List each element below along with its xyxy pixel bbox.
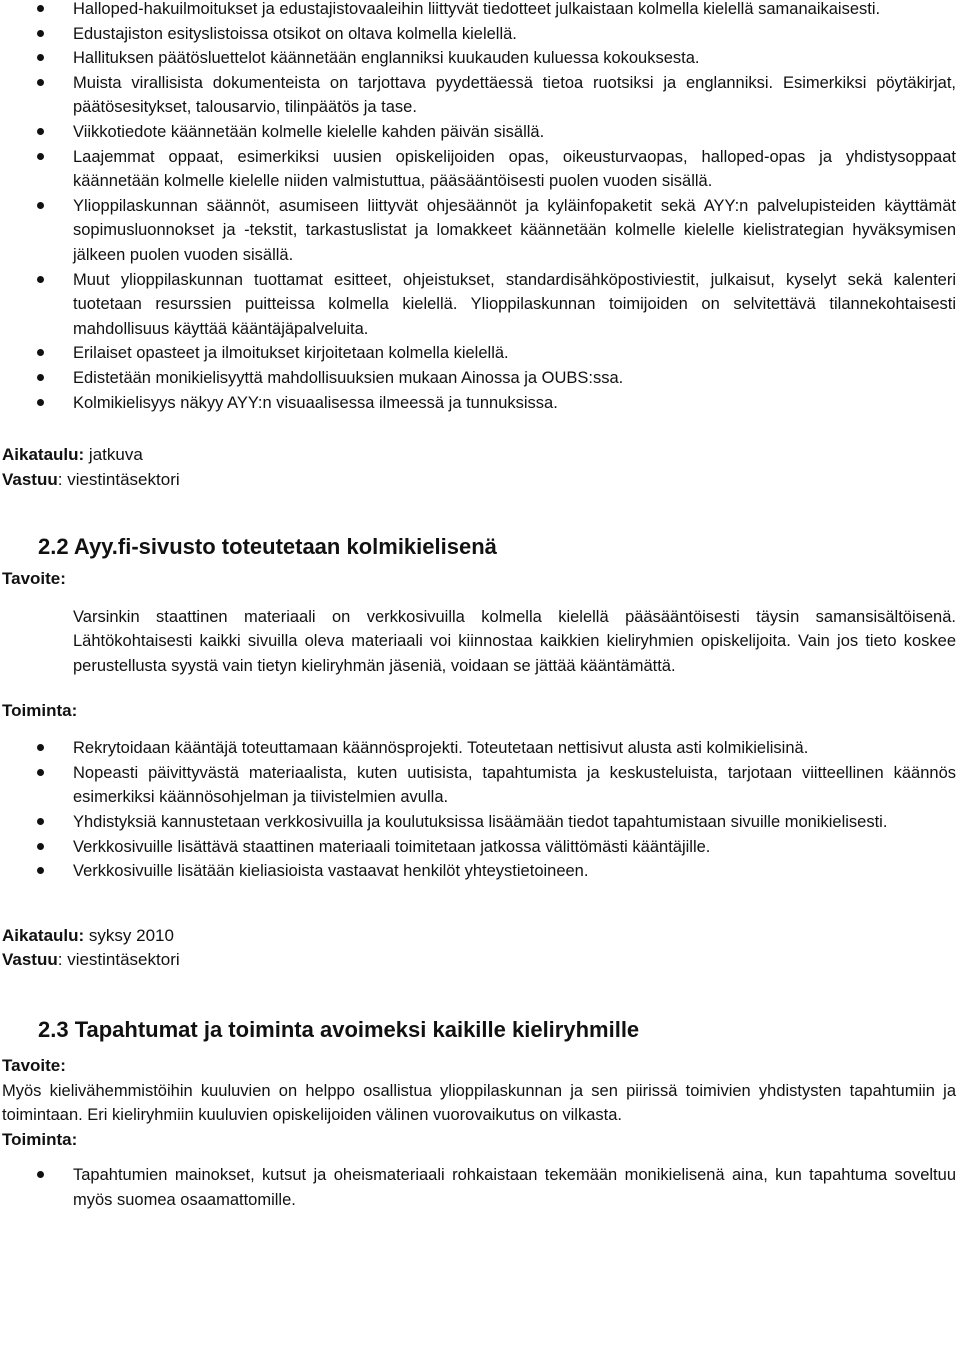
list-item: Edistetään monikielisyyttä mahdollisuuksien mukaan Ainossa ja OUBS:ssa. xyxy=(0,366,960,391)
intro-bullet-list xyxy=(0,0,960,415)
list-item: Viikkotiedote käännetään kolmelle kielelle kahden päivän sisällä. xyxy=(0,120,960,145)
list-item: Muut ylioppilaskunnan tuottamat esitteet, ohjeistukset, standardisähköpostiviestit, julkaisut, kyselyt sekä kalenteri tuotetaan resurssien puitteissa kolmella kielellä. Ylioppilaskunnan toimijoiden on selvitettävä tilannekohtaisesti mahdollisuus käyttää kääntäjäpalveluita. xyxy=(0,268,960,342)
section-title: 2.2 Ayy.fi-sivusto toteutetaan kolmikielisenä xyxy=(38,534,497,560)
list-item: Verkkosivuille lisätään kieliasioista vastaavat henkilöt yhteystietoineen. xyxy=(0,859,960,884)
owner-value: : viestintäsektori xyxy=(57,950,180,970)
section-owner xyxy=(0,948,960,973)
action-list xyxy=(0,736,960,884)
list-item: Yhdistyksiä kannustetaan verkkosivuilla ja koulutuksissa lisäämään tiedot tapahtumistaan sivuille monikielisesti. xyxy=(0,810,960,835)
intro-schedule xyxy=(0,443,960,468)
list-item: Hallituksen päätösluettelot käännetään englanniksi kuukauden kuluessa kokouksesta. xyxy=(0,46,960,71)
schedule-value: syksy 2010 xyxy=(84,925,174,945)
goal-label: Tavoite: xyxy=(2,569,66,589)
list-item: Edustajiston esityslistoissa otsikot on oltava kolmella kielellä. xyxy=(0,22,960,47)
list-item: Muista virallisista dokumenteista on tarjottava pyydettäessä tietoa ruotsiksi ja englanniksi. Esimerkiksi pöytäkirjat, päätösesitykset, talousarvio, tilinpäätös ja tase. xyxy=(0,71,960,120)
schedule-label: Aikataulu: xyxy=(2,445,85,465)
section-title: 2.3 Tapahtumat ja toiminta avoimeksi kaikille kieliryhmille xyxy=(38,1017,640,1042)
list-item: Ylioppilaskunnan säännöt, asumiseen liittyvät ohjesäännöt ja kyläinfopaketit sekä AYY:n palvelupisteiden käyttämät sopimusluonnokset ja -tekstit, tarkastuslistat ja lomakkeet käännetään kolmelle kielelle kielistrategian hyväksymisen jälkeen puolen vuoden sisällä. xyxy=(0,194,960,268)
goal-text: Myös kielivähemmistöihin kuuluvien on helppo osallistua ylioppilaskunnan ja sen piirissä toimivien yhdistysten tapahtumiin ja toimintaan. Eri kieliryhmiin kuuluvien opiskelijoiden välinen vuorovaikutus on vilkasta. xyxy=(2,1081,956,1125)
owner-label: Vastuu xyxy=(2,469,58,489)
goal-label: Tavoite: xyxy=(2,1056,66,1075)
list-item: Laajemmat oppaat, esimerkiksi uusien opiskelijoiden opas, oikeusturvaopas, halloped-opas ja yhdistysoppaat käännetään kolmelle kielelle niiden valmistuttua, pääsääntöisesti puolen vuoden sisällä. xyxy=(0,145,960,194)
action-label: Toiminta: xyxy=(2,700,78,720)
schedule-value: jatkuva xyxy=(84,445,143,465)
action-list xyxy=(0,1163,960,1212)
list-item: Rekrytoidaan kääntäjä toteuttamaan käännösprojekti. Toteutetaan nettisivut alusta asti kolmikielisinä. xyxy=(0,736,960,761)
goal-text: Varsinkin staattinen materiaali on verkkosivuilla kolmella kielellä pääsääntöisesti täysin samansisältöisenä. Lähtökohtaisesti kaikki sivuilla oleva materiaali voi kiinnostaa kaikkien kieliryhmien opiskelijoita. Vain jos tieto koskee perustellusta syystä vain tietyn kieliryhmän jäseniä, voidaan se jättää kääntämättä. xyxy=(73,607,956,676)
section-schedule xyxy=(0,924,960,949)
intro-owner xyxy=(0,468,960,493)
list-item: Tapahtumien mainokset, kutsut ja oheismateriaali rohkaistaan tekemään monikielisenä aina, kun tapahtuma soveltuu myös suomea osaamattomille. xyxy=(0,1163,960,1212)
schedule-label: Aikataulu: xyxy=(2,925,85,945)
list-item: Halloped-hakuilmoitukset ja edustajistovaaleihin liittyvät tiedotteet julkaistaan kolmella kielellä samanaikaisesti. xyxy=(0,0,960,22)
list-item: Verkkosivuille lisättävä staattinen materiaali toimitetaan jatkossa välittömästi kääntäjille. xyxy=(0,835,960,860)
list-item: Kolmikielisyys näkyy AYY:n visuaalisessa ilmeessä ja tunnuksissa. xyxy=(0,391,960,416)
action-label: Toiminta: xyxy=(2,1129,78,1149)
list-item: Erilaiset opasteet ja ilmoitukset kirjoitetaan kolmella kielellä. xyxy=(0,341,960,366)
owner-value: : viestintäsektori xyxy=(57,469,180,489)
owner-label: Vastuu xyxy=(2,950,58,970)
list-item: Nopeasti päivittyvästä materiaalista, kuten uutisista, tapahtumista ja keskusteluista, tarjotaan viitteellinen käännös esimerkiksi käännösohjelman ja tiivistelmien avulla. xyxy=(0,761,960,810)
